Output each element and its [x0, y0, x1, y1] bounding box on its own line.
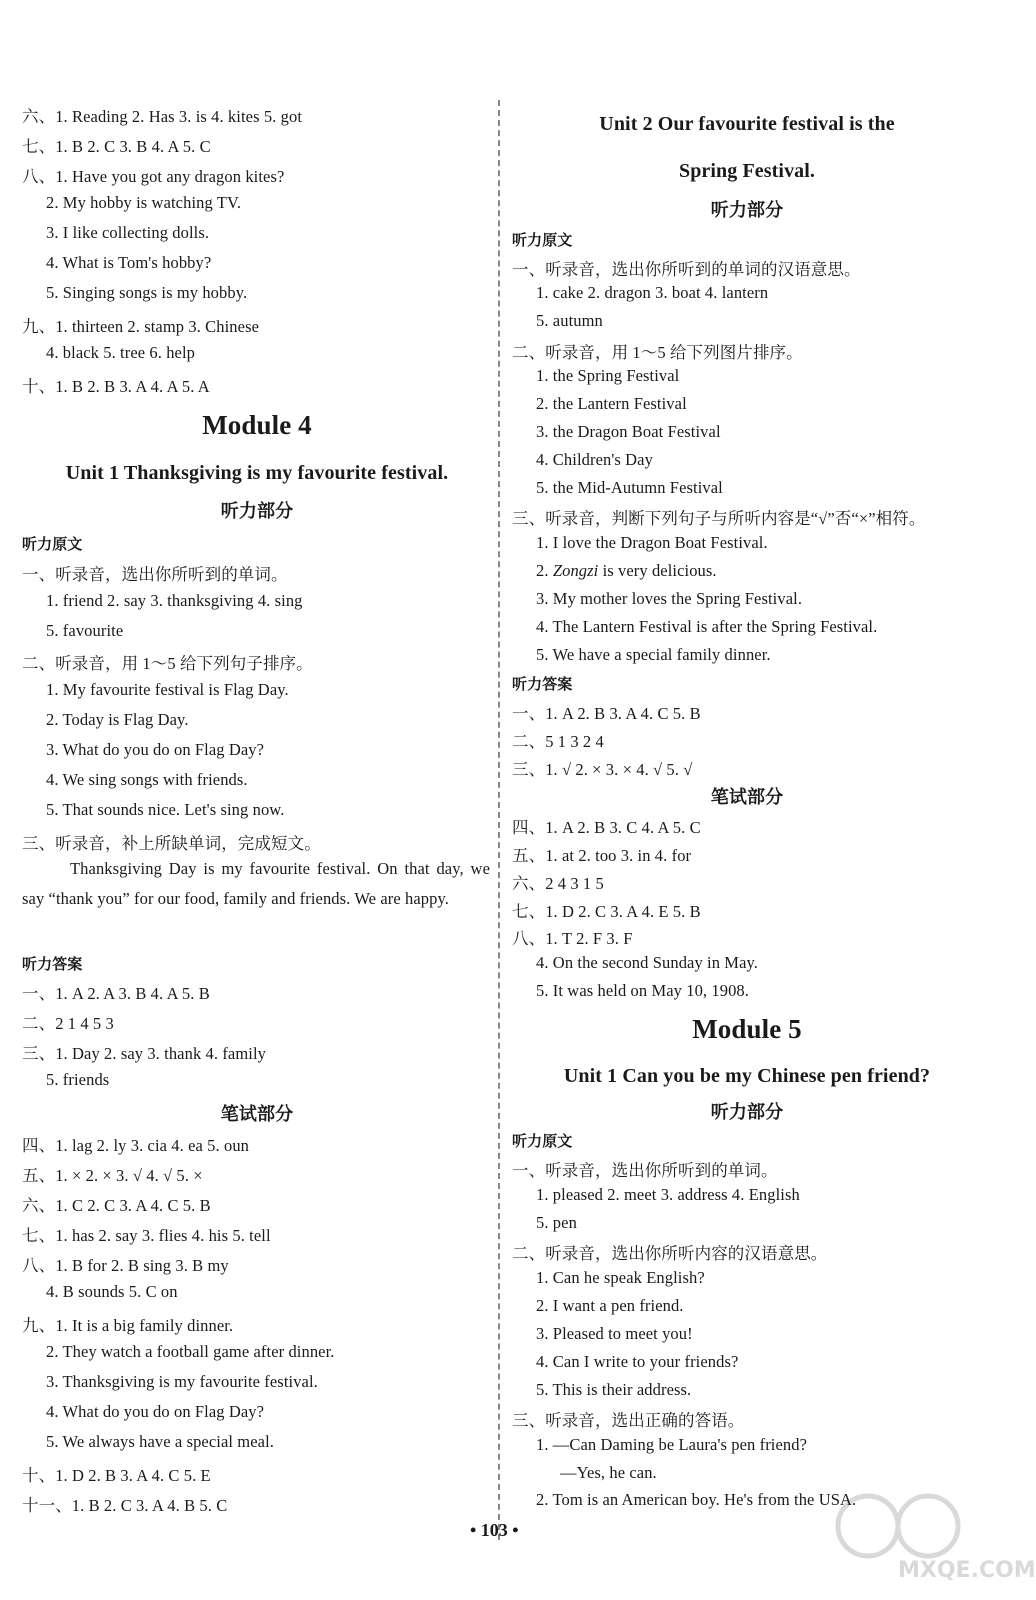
right-line-20: 一、1. A 2. B 3. A 4. C 5. B: [512, 704, 701, 723]
right-line-44: 三、听录音，选出正确的答语。: [512, 1411, 745, 1430]
right-line-33: 听力部分: [710, 1102, 784, 1123]
right-line-8: 1. the Spring Festival: [536, 366, 680, 385]
watermark-logo: [828, 1486, 1036, 1586]
right-line-19: 听力答案: [512, 675, 573, 693]
right-line-27: 七、1. D 2. C 3. A 4. E 5. B: [512, 902, 701, 921]
page-number: • 103 •: [470, 1520, 519, 1540]
right-line-7: 二、听录音，用 1～5 给下列图片排序。: [512, 343, 803, 362]
left-line-31: 五、1. × 2. × 3. √ 4. √ 5. ×: [22, 1166, 203, 1185]
right-line-41: 3. Pleased to meet you!: [536, 1324, 693, 1343]
left-line-14: 一、听录音，选出你所听到的单词。: [22, 565, 288, 584]
left-line-2: 八、1. Have you got any dragon kites?: [22, 167, 285, 186]
left-line-1: 七、1. B 2. C 3. B 4. A 5. C: [22, 137, 211, 156]
right-line-18: 5. We have a special family dinner.: [536, 645, 771, 664]
left-line-24: 听力答案: [22, 955, 83, 973]
right-line-12: 5. the Mid-Autumn Festival: [536, 478, 723, 497]
left-line-29: 笔试部分: [220, 1104, 294, 1125]
right-line-13: 三、听录音，判断下列句子与所听内容是“√”否“×”相符。: [512, 509, 926, 528]
left-line-21: 4. We sing songs with friends.: [46, 770, 248, 789]
left-line-38: 3. Thanksgiving is my favourite festival.: [46, 1372, 318, 1391]
right-line-14: 1. I love the Dragon Boat Festival.: [536, 533, 768, 552]
right-line-16: 3. My mother loves the Spring Festival.: [536, 589, 803, 608]
left-line-22: 5. That sounds nice. Let's sing now.: [46, 800, 285, 819]
left-line-32: 六、1. C 2. C 3. A 4. C 5. B: [22, 1196, 211, 1215]
left-line-10: Module 4: [202, 410, 312, 440]
right-line-29: 4. On the second Sunday in May.: [536, 953, 758, 972]
left-line-0: 六、1. Reading 2. Has 3. is 4. kites 5. got: [22, 107, 302, 126]
right-line-45: 1. —Can Daming be Laura's pen friend?: [536, 1435, 808, 1454]
right-line-15: 2. Zongzi is very delicious.: [536, 561, 717, 580]
right-line-34: 听力原文: [512, 1132, 573, 1150]
watermark-text: MXQE.COM: [898, 1558, 1036, 1583]
left-line-26: 二、2 1 4 5 3: [22, 1014, 114, 1033]
right-line-17: 4. The Lantern Festival is after the Spring Festival.: [536, 617, 878, 636]
left-line-15: 1. friend 2. say 3. thanksgiving 4. sing: [46, 591, 303, 610]
right-line-36: 1. pleased 2. meet 3. address 4. English: [536, 1185, 800, 1204]
left-line-35: 4. B sounds 5. C on: [46, 1282, 178, 1301]
left-line-20: 3. What do you do on Flag Day?: [46, 740, 265, 759]
left-line-5: 4. What is Tom's hobby?: [46, 253, 212, 272]
right-line-38: 二、听录音，选出你所听内容的汉语意思。: [512, 1244, 828, 1263]
right-line-43: 5. This is their address.: [536, 1380, 692, 1399]
right-line-40: 2. I want a pen friend.: [536, 1296, 684, 1315]
left-line-13: 听力原文: [22, 535, 83, 553]
left-line-28: 5. friends: [46, 1070, 110, 1089]
left-line-30: 四、1. lag 2. ly 3. cia 4. ea 5. oun: [22, 1136, 250, 1155]
left-line-40: 5. We always have a special meal.: [46, 1432, 274, 1451]
right-line-32: Unit 1 Can you be my Chinese pen friend?: [563, 1065, 931, 1087]
right-line-24: 四、1. A 2. B 3. C 4. A 5. C: [512, 818, 701, 837]
right-line-5: 1. cake 2. dragon 3. boat 4. lantern: [536, 283, 769, 302]
left-line-18: 1. My favourite festival is Flag Day.: [46, 680, 289, 699]
right-line-23: 笔试部分: [710, 787, 784, 808]
left-line-4: 3. I like collecting dolls.: [46, 223, 210, 242]
right-line-10: 3. the Dragon Boat Festival: [536, 422, 721, 441]
left-line-33: 七、1. has 2. say 3. flies 4. his 5. tell: [22, 1226, 271, 1245]
left-line-39: 4. What do you do on Flag Day?: [46, 1402, 265, 1421]
left-line-19: 2. Today is Flag Day.: [46, 710, 189, 729]
right-line-37: 5. pen: [536, 1213, 577, 1232]
left-line-12: 听力部分: [220, 501, 294, 522]
right-line-28: 八、1. T 2. F 3. F: [512, 929, 633, 948]
left-line-27: 三、1. Day 2. say 3. thank 4. family: [22, 1044, 266, 1063]
right-line-21: 二、5 1 3 2 4: [512, 732, 604, 751]
right-line-26: 六、2 4 3 1 5: [512, 874, 604, 893]
left-line-8: 4. black 5. tree 6. help: [46, 343, 196, 362]
left-line-42: 十一、1. B 2. C 3. A 4. B 5. C: [22, 1496, 228, 1515]
left-line-41: 十、1. D 2. B 3. A 4. C 5. E: [22, 1466, 211, 1485]
left-line-7: 九、1. thirteen 2. stamp 3. Chinese: [22, 317, 260, 336]
left-line-34: 八、1. B for 2. B sing 3. B my: [22, 1256, 229, 1275]
left-line-3: 2. My hobby is watching TV.: [46, 193, 242, 212]
right-line-25: 五、1. at 2. too 3. in 4. for: [512, 846, 692, 865]
right-line-6: 5. autumn: [536, 311, 603, 330]
right-line-31: Module 5: [692, 1014, 802, 1044]
left-line-11: Unit 1 Thanksgiving is my favourite festival.: [65, 462, 449, 484]
left-line-37: 2. They watch a football game after dinner.: [46, 1342, 335, 1361]
right-line-46: —Yes, he can.: [560, 1463, 657, 1482]
column-divider: [498, 100, 500, 1540]
left-line-17: 二、听录音，用 1～5 给下列句子排序。: [22, 654, 313, 673]
right-line-30: 5. It was held on May 10, 1908.: [536, 981, 749, 1000]
right-line-3: 听力原文: [512, 231, 573, 249]
right-line-4: 一、听录音，选出你所听到的单词的汉语意思。: [512, 260, 861, 279]
left-line-25: 一、1. A 2. A 3. B 4. A 5. B: [22, 984, 210, 1003]
right-line-2: 听力部分: [710, 200, 784, 221]
left-line-16: 5. favourite: [46, 621, 124, 640]
right-line-35: 一、听录音，选出你所听到的单词。: [512, 1161, 778, 1180]
right-line-1: Spring Festival.: [678, 160, 816, 182]
right-line-47: 2. Tom is an American boy. He's from the USA.: [536, 1490, 857, 1509]
right-line-11: 4. Children's Day: [536, 450, 653, 469]
right-line-39: 1. Can he speak English?: [536, 1268, 705, 1287]
right-line-9: 2. the Lantern Festival: [536, 394, 687, 413]
passage-paragraph: Thanksgiving Day is my favourite festival. On that day, we say “thank you” for our food, family and friends. We are happy.: [22, 859, 490, 908]
right-line-42: 4. Can I write to your friends?: [536, 1352, 739, 1371]
left-line-6: 5. Singing songs is my hobby.: [46, 283, 248, 302]
left-line-23: 三、听录音，补上所缺单词，完成短文。: [22, 834, 321, 853]
left-line-36: 九、1. It is a big family dinner.: [22, 1316, 234, 1335]
right-line-22: 三、1. √ 2. × 3. × 4. √ 5. √: [512, 760, 693, 779]
left-line-9: 十、1. B 2. B 3. A 4. A 5. A: [22, 377, 210, 396]
right-line-0: Unit 2 Our favourite festival is the: [599, 113, 895, 135]
